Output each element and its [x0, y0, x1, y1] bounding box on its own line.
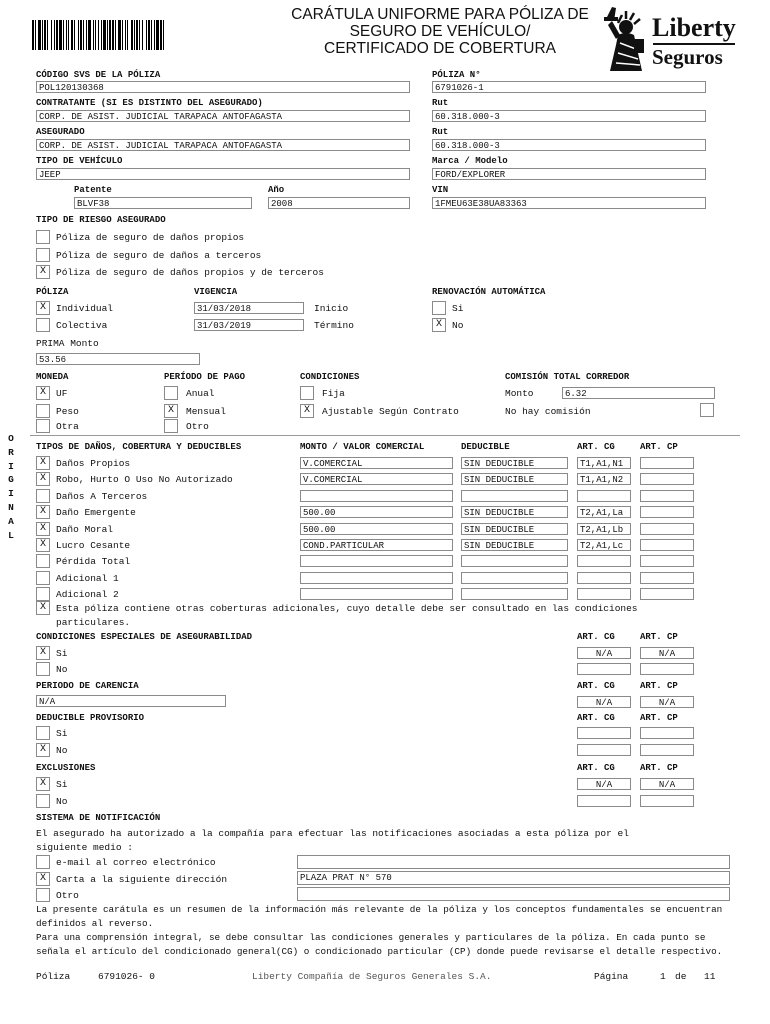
- exclusiones-title: EXCLUSIONES: [36, 763, 96, 773]
- coverage-art-cp-field: [640, 506, 694, 518]
- statue-of-liberty-icon: [596, 5, 654, 73]
- coverage-art-cp-field: [640, 555, 694, 567]
- peso-checkbox: [36, 404, 50, 418]
- vigencia-title: VIGENCIA: [194, 287, 238, 297]
- uf-checkbox: X: [36, 386, 50, 400]
- exclusiones-no-cg: [577, 795, 631, 807]
- coverage-monto-field: V.COMERCIAL: [300, 473, 453, 485]
- renovacion-no-label: No: [452, 320, 464, 331]
- otro-notificacion-field: [297, 887, 730, 901]
- title-line-3: CERTIFICADO DE COBERTURA: [324, 40, 556, 57]
- coverage-art-cp-field: [640, 588, 694, 600]
- anual-checkbox: [164, 386, 178, 400]
- riesgo-terceros-checkbox: [36, 248, 50, 262]
- note-paragraph-1: La presente carátula es un resumen de la información más relevante de la póliza y los conceptos fundamentales se encuentran definidos al reverso.: [36, 904, 723, 929]
- notificacion-intro-line2: siguiente medio :: [36, 842, 133, 853]
- coverage-art-cp-field: [640, 523, 694, 535]
- especiales-title: CONDICIONES ESPECIALES DE ASEGURABILIDAD: [36, 632, 253, 642]
- carta-label: Carta a la siguiente dirección: [56, 874, 228, 885]
- coverage-art-cp-field: [640, 457, 694, 469]
- coverage-art-cg-field: T2,A1,Lc: [577, 539, 631, 551]
- note-paragraph-2: Para una comprensión integral, se debe consultar las condiciones generales y particulares de la póliza. En cada punto se señala el artículo del condicionado general(CG) o condicionado particular (CP) donde puede revisarse el detalle respectivo.: [36, 932, 723, 957]
- footer-pagina-label: Página: [594, 971, 629, 982]
- deducible-no-checkbox: X: [36, 743, 50, 757]
- footer-poliza-label: Póliza: [36, 971, 71, 982]
- coverage-checkbox: X: [36, 538, 50, 552]
- title-line-2: SEGURO DE VEHÍCULO/: [349, 23, 531, 40]
- coverage-art-cg-field: T1,A1,N2: [577, 473, 631, 485]
- comision-title: COMISIÓN TOTAL CORREDOR: [505, 372, 630, 382]
- carta-checkbox: X: [36, 872, 50, 886]
- otro-notificacion-checkbox: [36, 888, 50, 902]
- otro-notificacion-label: Otro: [56, 890, 79, 901]
- exclusiones-si-cp: N/A: [640, 778, 694, 790]
- moneda-title: MONEDA: [36, 372, 69, 382]
- poliza-number-label: PÓLIZA N°: [432, 70, 481, 80]
- monto-header: MONTO / VALOR COMERCIAL: [300, 442, 425, 452]
- asegurado-field: CORP. DE ASIST. JUDICIAL TARAPACA ANTOFAGASTA: [36, 139, 410, 151]
- coverage-label: Daño Moral: [56, 524, 114, 535]
- coverage-checkbox: [36, 587, 50, 601]
- renovacion-no-checkbox: X: [432, 318, 446, 332]
- contratante-label: CONTRATANTE (SI ES DISTINTO DEL ASEGURADO): [36, 98, 263, 108]
- coverage-art-cp-field: [640, 490, 694, 502]
- riesgo-title: TIPO DE RIESGO ASEGURADO: [36, 215, 166, 225]
- coverage-deducible-field: SIN DEDUCIBLE: [461, 473, 568, 485]
- renovacion-si-checkbox: [432, 301, 446, 315]
- barcode: [32, 20, 272, 50]
- deducible-no-cg: [577, 744, 631, 756]
- inicio-date-field: 31/03/2018: [194, 302, 304, 314]
- document-title: [270, 6, 610, 57]
- marca-modelo-field: FORD/EXPLORER: [432, 168, 706, 180]
- patente-label: Patente: [74, 185, 112, 195]
- condiciones-title: CONDICIONES: [300, 372, 360, 382]
- coverage-monto-field: 500.00: [300, 506, 453, 518]
- contratante-field: CORP. DE ASIST. JUDICIAL TARAPACA ANTOFAGASTA: [36, 110, 410, 122]
- coverage-deducible-field: [461, 555, 568, 567]
- mensual-label: Mensual: [186, 406, 226, 417]
- coverage-checkbox: X: [36, 522, 50, 536]
- coverage-art-cg-field: T2,A1,La: [577, 506, 631, 518]
- otro-periodo-label: Otro: [186, 421, 209, 432]
- coverage-monto-field: COND.PARTICULAR: [300, 539, 453, 551]
- carencia-cg: N/A: [577, 696, 631, 708]
- exclusiones-no-label: No: [56, 796, 68, 807]
- coverage-checkbox: X: [36, 505, 50, 519]
- riesgo-terceros-label: Póliza de seguro de daños a terceros: [56, 250, 262, 261]
- footer-poliza-number: 6791026- 0: [98, 971, 156, 982]
- notificacion-intro-line1: El asegurado ha autorizado a la compañía para efectuar las notificaciones asociadas a esta póliza por el: [36, 828, 629, 839]
- deducible-si-cg: [577, 727, 631, 739]
- logo-text-liberty: Liberty: [652, 13, 736, 42]
- individual-label: Individual: [56, 303, 114, 314]
- coverage-label: Daños Propios: [56, 458, 131, 469]
- coverage-monto-field: V.COMERCIAL: [300, 457, 453, 469]
- poliza-title: PÓLIZA: [36, 287, 69, 297]
- otra-moneda-label: Otra: [56, 421, 79, 432]
- carencia-art-cg: ART. CG: [577, 681, 615, 691]
- carencia-cp: N/A: [640, 696, 694, 708]
- tipo-vehiculo-label: TIPO DE VEHÍCULO: [36, 156, 123, 166]
- anio-label: Año: [268, 185, 285, 195]
- carencia-field: N/A: [36, 695, 226, 707]
- coverage-checkbox: [36, 489, 50, 503]
- exclusiones-si-cg: N/A: [577, 778, 631, 790]
- renovacion-title: RENOVACIÓN AUTOMÁTICA: [432, 287, 546, 297]
- fija-label: Fija: [322, 388, 345, 399]
- exclusiones-si-checkbox: X: [36, 777, 50, 791]
- deducible-no-label: No: [56, 745, 68, 756]
- coverage-monto-field: [300, 588, 453, 600]
- carencia-title: PERIODO DE CARENCIA: [36, 681, 139, 691]
- coberturas-header: TIPOS DE DAÑOS, COBERTURA Y DEDUCIBLES: [36, 442, 242, 452]
- coverage-art-cp-field: [640, 539, 694, 551]
- art-cg-header: ART. CG: [577, 442, 615, 452]
- coverage-monto-field: [300, 555, 453, 567]
- coverage-deducible-field: SIN DEDUCIBLE: [461, 539, 568, 551]
- coverage-monto-field: 500.00: [300, 523, 453, 535]
- termino-date-field: 31/03/2019: [194, 319, 304, 331]
- exclusiones-no-checkbox: [36, 794, 50, 808]
- coverage-deducible-field: SIN DEDUCIBLE: [461, 506, 568, 518]
- deducible-si-label: Si: [56, 728, 68, 739]
- monto-comision-field: 6.32: [562, 387, 715, 399]
- coverage-deducible-field: [461, 572, 568, 584]
- deducible-provisorio-title: DEDUCIBLE PROVISORIO: [36, 713, 145, 723]
- rut-contratante-field: 60.318.000-3: [432, 110, 706, 122]
- especiales-no-label: No: [56, 664, 68, 675]
- rut-asegurado-label: Rut: [432, 127, 449, 137]
- coverage-label: Lucro Cesante: [56, 540, 131, 551]
- title-line-1: CARÁTULA UNIFORME PARA PÓLIZA DE: [291, 6, 589, 23]
- otras-coberturas-line2: particulares.: [56, 617, 131, 628]
- coverage-deducible-field: SIN DEDUCIBLE: [461, 523, 568, 535]
- vin-label: VIN: [432, 185, 449, 195]
- otras-coberturas-checkbox: X: [36, 601, 50, 615]
- especiales-si-label: Si: [56, 648, 68, 659]
- fija-checkbox: [300, 386, 314, 400]
- individual-checkbox: X: [36, 301, 50, 315]
- deducible-si-checkbox: [36, 726, 50, 740]
- riesgo-propios-label: Póliza de seguro de daños propios: [56, 232, 245, 243]
- coverage-checkbox: [36, 554, 50, 568]
- coverage-label: Adicional 2: [56, 589, 119, 600]
- deducible-si-cp: [640, 727, 694, 739]
- coverage-art-cp-field: [640, 473, 694, 485]
- especiales-no-checkbox: [36, 662, 50, 676]
- liberty-logo: [596, 5, 738, 73]
- no-comision-label: No hay comisión: [505, 406, 591, 417]
- periodo-title: PERÍODO DE PAGO: [164, 372, 246, 382]
- ajustable-label: Ajustable Según Contrato: [322, 406, 459, 417]
- prima-field: 53.56: [36, 353, 200, 365]
- mensual-checkbox: X: [164, 404, 178, 418]
- deducible-art-cg: ART. CG: [577, 713, 615, 723]
- coverage-label: Adicional 1: [56, 573, 119, 584]
- coverage-art-cg-field: [577, 490, 631, 502]
- especiales-si-cg: N/A: [577, 647, 631, 659]
- otro-periodo-checkbox: [164, 419, 178, 433]
- otras-coberturas-line1: Esta póliza contiene otras coberturas adicionales, cuyo detalle debe ser consultado en las condiciones: [56, 603, 638, 614]
- tipo-vehiculo-field: JEEP: [36, 168, 410, 180]
- coverage-deducible-field: [461, 588, 568, 600]
- coverage-art-cg-field: [577, 588, 631, 600]
- especiales-si-cp: N/A: [640, 647, 694, 659]
- renovacion-si-label: Si: [452, 303, 464, 314]
- riesgo-propios-checkbox: [36, 230, 50, 244]
- peso-label: Peso: [56, 406, 79, 417]
- coverage-checkbox: X: [36, 456, 50, 470]
- coverage-label: Daños A Terceros: [56, 491, 148, 502]
- coverage-art-cg-field: T1,A1,N1: [577, 457, 631, 469]
- otra-moneda-checkbox: [36, 419, 50, 433]
- notificacion-title: SISTEMA DE NOTIFICACIÓN: [36, 813, 161, 823]
- logo-text-seguros: Seguros: [652, 45, 723, 69]
- footer-company: Liberty Compañía de Seguros Generales S.A.: [252, 971, 492, 982]
- coverage-art-cg-field: [577, 572, 631, 584]
- carencia-art-cp: ART. CP: [640, 681, 678, 691]
- exclusiones-art-cp: ART. CP: [640, 763, 678, 773]
- asegurado-label: ASEGURADO: [36, 127, 85, 137]
- coverage-label: Pérdida Total: [56, 556, 131, 567]
- email-checkbox: [36, 855, 50, 869]
- especiales-art-cg: ART. CG: [577, 632, 615, 642]
- original-side-label: O R I G I N A L: [8, 433, 14, 541]
- deducible-art-cp: ART. CP: [640, 713, 678, 723]
- riesgo-ambos-label: Póliza de seguro de daños propios y de terceros: [56, 267, 324, 278]
- coverage-label: Daño Emergente: [56, 507, 136, 518]
- rut-asegurado-field: 60.318.000-3: [432, 139, 706, 151]
- carta-address-field: PLAZA PRAT N° 570: [297, 871, 730, 885]
- footer-page-number: 1: [660, 971, 666, 982]
- especiales-no-cp: [640, 663, 694, 675]
- anio-field: 2008: [268, 197, 410, 209]
- no-comision-checkbox: [700, 403, 714, 417]
- coverage-art-cg-field: [577, 555, 631, 567]
- email-field: [297, 855, 730, 869]
- inicio-label: Inicio: [314, 303, 349, 314]
- section-divider: [30, 435, 740, 436]
- vin-field: 1FMEU63E38UA83363: [432, 197, 706, 209]
- colectiva-checkbox: [36, 318, 50, 332]
- especiales-si-checkbox: X: [36, 646, 50, 660]
- ajustable-checkbox: X: [300, 404, 314, 418]
- exclusiones-art-cg: ART. CG: [577, 763, 615, 773]
- exclusiones-no-cp: [640, 795, 694, 807]
- exclusiones-si-label: Si: [56, 779, 68, 790]
- termino-label: Término: [314, 320, 354, 331]
- coverage-checkbox: [36, 571, 50, 585]
- prima-label: PRIMA Monto: [36, 338, 99, 349]
- deducible-no-cp: [640, 744, 694, 756]
- coverage-monto-field: [300, 490, 453, 502]
- codigo-svs-label: CÓDIGO SVS DE LA PÓLIZA: [36, 70, 161, 80]
- coverage-label: Robo, Hurto O Uso No Autorizado: [56, 474, 233, 485]
- uf-label: UF: [56, 388, 68, 399]
- codigo-svs-field: POL120130368: [36, 81, 410, 93]
- anual-label: Anual: [186, 388, 215, 399]
- rut-contratante-label: Rut: [432, 98, 449, 108]
- art-cp-header: ART. CP: [640, 442, 678, 452]
- coverage-art-cp-field: [640, 572, 694, 584]
- deducible-header: DEDUCIBLE: [461, 442, 510, 452]
- coverage-checkbox: X: [36, 472, 50, 486]
- patente-field: BLVF38: [74, 197, 252, 209]
- coverage-art-cg-field: T2,A1,Lb: [577, 523, 631, 535]
- coverage-deducible-field: SIN DEDUCIBLE: [461, 457, 568, 469]
- riesgo-ambos-checkbox: X: [36, 265, 50, 279]
- colectiva-label: Colectiva: [56, 320, 108, 331]
- email-label: e-mail al correo electrónico: [56, 857, 216, 868]
- monto-comision-label: Monto: [505, 388, 534, 399]
- footer-de-label: de: [675, 971, 687, 982]
- coverage-deducible-field: [461, 490, 568, 502]
- marca-modelo-label: Marca / Modelo: [432, 156, 508, 166]
- footer-total-pages: 11: [704, 971, 716, 982]
- especiales-no-cg: [577, 663, 631, 675]
- coverage-monto-field: [300, 572, 453, 584]
- poliza-number-field: 6791026-1: [432, 81, 706, 93]
- especiales-art-cp: ART. CP: [640, 632, 678, 642]
